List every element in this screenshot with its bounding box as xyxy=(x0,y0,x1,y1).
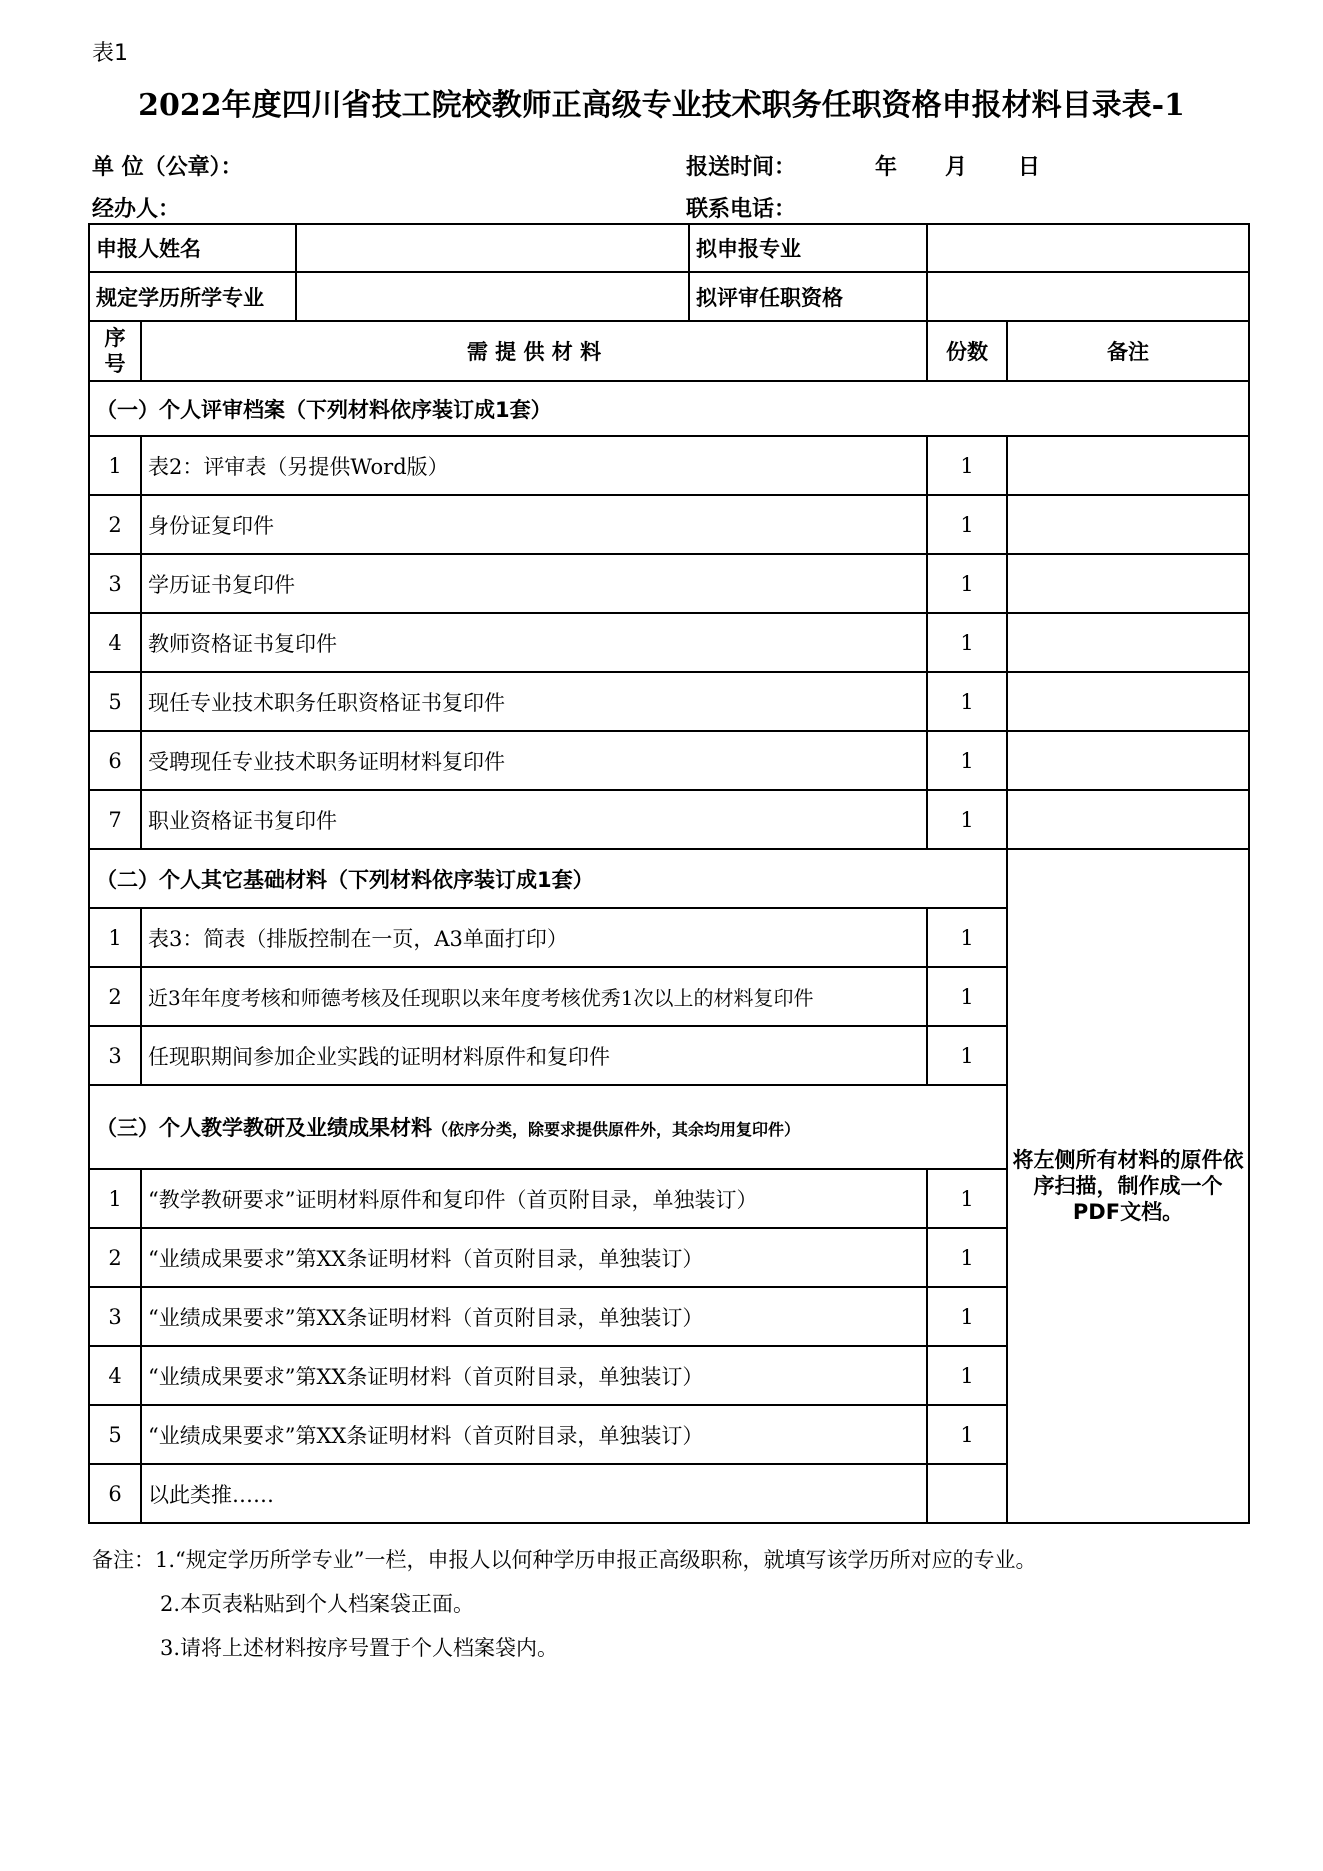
item-copies: 1 xyxy=(927,1346,1007,1405)
day-label: 日 xyxy=(1018,155,1041,180)
item-text: “业绩成果要求”第XX条证明材料（首页附目录，单独装订） xyxy=(141,1405,927,1464)
footnote-3: 3.请将上述材料按序号置于个人档案袋内。 xyxy=(160,1636,559,1660)
applicant-edu-label: 规定学历所学专业 xyxy=(89,272,296,321)
year-label: 年 xyxy=(875,155,898,180)
footnote-2: 2.本页表粘贴到个人档案袋正面。 xyxy=(160,1592,475,1616)
applicant-major-label: 拟申报专业 xyxy=(689,224,927,272)
item-remark xyxy=(1007,436,1249,495)
seq-header-line-2: 号 xyxy=(104,352,126,376)
item-number: 1 xyxy=(89,1169,141,1228)
item-copies: 1 xyxy=(927,1405,1007,1464)
applicant-qual-field[interactable] xyxy=(927,272,1249,321)
item-text: “教学教研要求”证明材料原件和复印件（首页附目录，单独装订） xyxy=(141,1169,927,1228)
item-text: 任现职期间参加企业实践的证明材料原件和复印件 xyxy=(141,1026,927,1085)
item-number: 3 xyxy=(89,554,141,613)
item-text: 以此类推…… xyxy=(141,1464,927,1523)
item-copies: 1 xyxy=(927,1287,1007,1346)
table-row xyxy=(89,790,1249,849)
item-copies: 1 xyxy=(927,495,1007,554)
footnotes xyxy=(92,1538,1037,1670)
item-copies: 1 xyxy=(927,790,1007,849)
item-text: 身份证复印件 xyxy=(141,495,927,554)
item-copies: 1 xyxy=(927,436,1007,495)
section-title-row xyxy=(89,849,1249,908)
table-row xyxy=(89,554,1249,613)
item-number: 1 xyxy=(89,908,141,967)
applicant-name-field[interactable] xyxy=(296,224,689,272)
header-row xyxy=(89,321,1249,381)
item-remark xyxy=(1007,672,1249,731)
item-text: 学历证书复印件 xyxy=(141,554,927,613)
item-text: “业绩成果要求”第XX条证明材料（首页附目录，单独装订） xyxy=(141,1346,927,1405)
section-1-title: （一）个人评审档案（下列材料依序装订成1套） xyxy=(89,381,1249,436)
item-remark xyxy=(1007,554,1249,613)
month-label: 月 xyxy=(945,155,968,180)
table-row xyxy=(89,731,1249,790)
item-copies: 1 xyxy=(927,554,1007,613)
item-copies: 1 xyxy=(927,731,1007,790)
table-row xyxy=(89,613,1249,672)
item-number: 6 xyxy=(89,731,141,790)
section-title-row xyxy=(89,381,1249,436)
section-3-title-note: （依序分类，除要求提供原件外，其余均用复印件） xyxy=(432,1120,801,1139)
item-copies xyxy=(927,1464,1007,1523)
table-row xyxy=(89,672,1249,731)
item-remark xyxy=(1007,790,1249,849)
section-2-title: （二）个人其它基础材料（下列材料依序装订成1套） xyxy=(89,849,1007,908)
item-number: 5 xyxy=(89,1405,141,1464)
report-time-label: 报送时间： xyxy=(686,155,797,180)
item-text: 现任专业技术职务任职资格证书复印件 xyxy=(141,672,927,731)
item-text: “业绩成果要求”第XX条证明材料（首页附目录，单独装订） xyxy=(141,1287,927,1346)
footnote-1: 备注：1.“规定学历所学专业”一栏，申报人以何种学历申报正高级职称，就填写该学历所对应的专业。 xyxy=(92,1548,1037,1572)
table-number: 表1 xyxy=(92,41,128,66)
applicant-name-label: 申报人姓名 xyxy=(89,224,296,272)
item-number: 2 xyxy=(89,967,141,1026)
item-text: 表2：评审表（另提供Word版） xyxy=(141,436,927,495)
applicant-row-1 xyxy=(89,224,1249,272)
applicant-major-field[interactable] xyxy=(927,224,1249,272)
section-3-title xyxy=(89,1085,1007,1169)
applicant-qual-label: 拟评审任职资格 xyxy=(689,272,927,321)
handler-label: 经办人： xyxy=(92,197,181,222)
item-number: 4 xyxy=(89,613,141,672)
applicant-row-2 xyxy=(89,272,1249,321)
table-row xyxy=(89,495,1249,554)
remarks-header: 备注 xyxy=(1007,321,1249,381)
materials-table xyxy=(88,223,1250,1524)
item-copies: 1 xyxy=(927,1026,1007,1085)
item-number: 6 xyxy=(89,1464,141,1523)
item-text: 受聘现任专业技术职务证明材料复印件 xyxy=(141,731,927,790)
copies-header: 份数 xyxy=(927,321,1007,381)
section-3-title-main: （三）个人教学教研及业绩成果材料 xyxy=(96,1116,432,1140)
item-number: 3 xyxy=(89,1026,141,1085)
item-text: 近3年年度考核和师德考核及任现职以来年度考核优秀1次以上的材料复印件 xyxy=(141,967,927,1026)
item-copies: 1 xyxy=(927,613,1007,672)
merged-remark: 将左侧所有材料的原件依序扫描，制作成一个PDF文档。 xyxy=(1007,849,1249,1523)
seq-header-line-1: 序 xyxy=(104,326,126,350)
applicant-edu-field[interactable] xyxy=(296,272,689,321)
item-text: 职业资格证书复印件 xyxy=(141,790,927,849)
item-number: 2 xyxy=(89,1228,141,1287)
item-number: 7 xyxy=(89,790,141,849)
item-copies: 1 xyxy=(927,1169,1007,1228)
item-number: 3 xyxy=(89,1287,141,1346)
item-remark xyxy=(1007,731,1249,790)
item-text: “业绩成果要求”第XX条证明材料（首页附目录，单独装订） xyxy=(141,1228,927,1287)
item-copies: 1 xyxy=(927,672,1007,731)
item-number: 2 xyxy=(89,495,141,554)
item-copies: 1 xyxy=(927,1228,1007,1287)
item-copies: 1 xyxy=(927,908,1007,967)
table-row xyxy=(89,436,1249,495)
materials-header: 需 提 供 材 料 xyxy=(141,321,927,381)
item-number: 5 xyxy=(89,672,141,731)
seq-header xyxy=(89,321,141,381)
item-text: 教师资格证书复印件 xyxy=(141,613,927,672)
document-title: 2022年度四川省技工院校教师正高级专业技术职务任职资格申报材料目录表-1 xyxy=(138,88,1185,123)
item-remark xyxy=(1007,613,1249,672)
item-number: 1 xyxy=(89,436,141,495)
item-number: 4 xyxy=(89,1346,141,1405)
item-remark xyxy=(1007,495,1249,554)
phone-label: 联系电话： xyxy=(686,197,797,222)
unit-label: 单 位（公章）： xyxy=(92,155,243,180)
item-text: 表3：简表（排版控制在一页，A3单面打印） xyxy=(141,908,927,967)
item-copies: 1 xyxy=(927,967,1007,1026)
